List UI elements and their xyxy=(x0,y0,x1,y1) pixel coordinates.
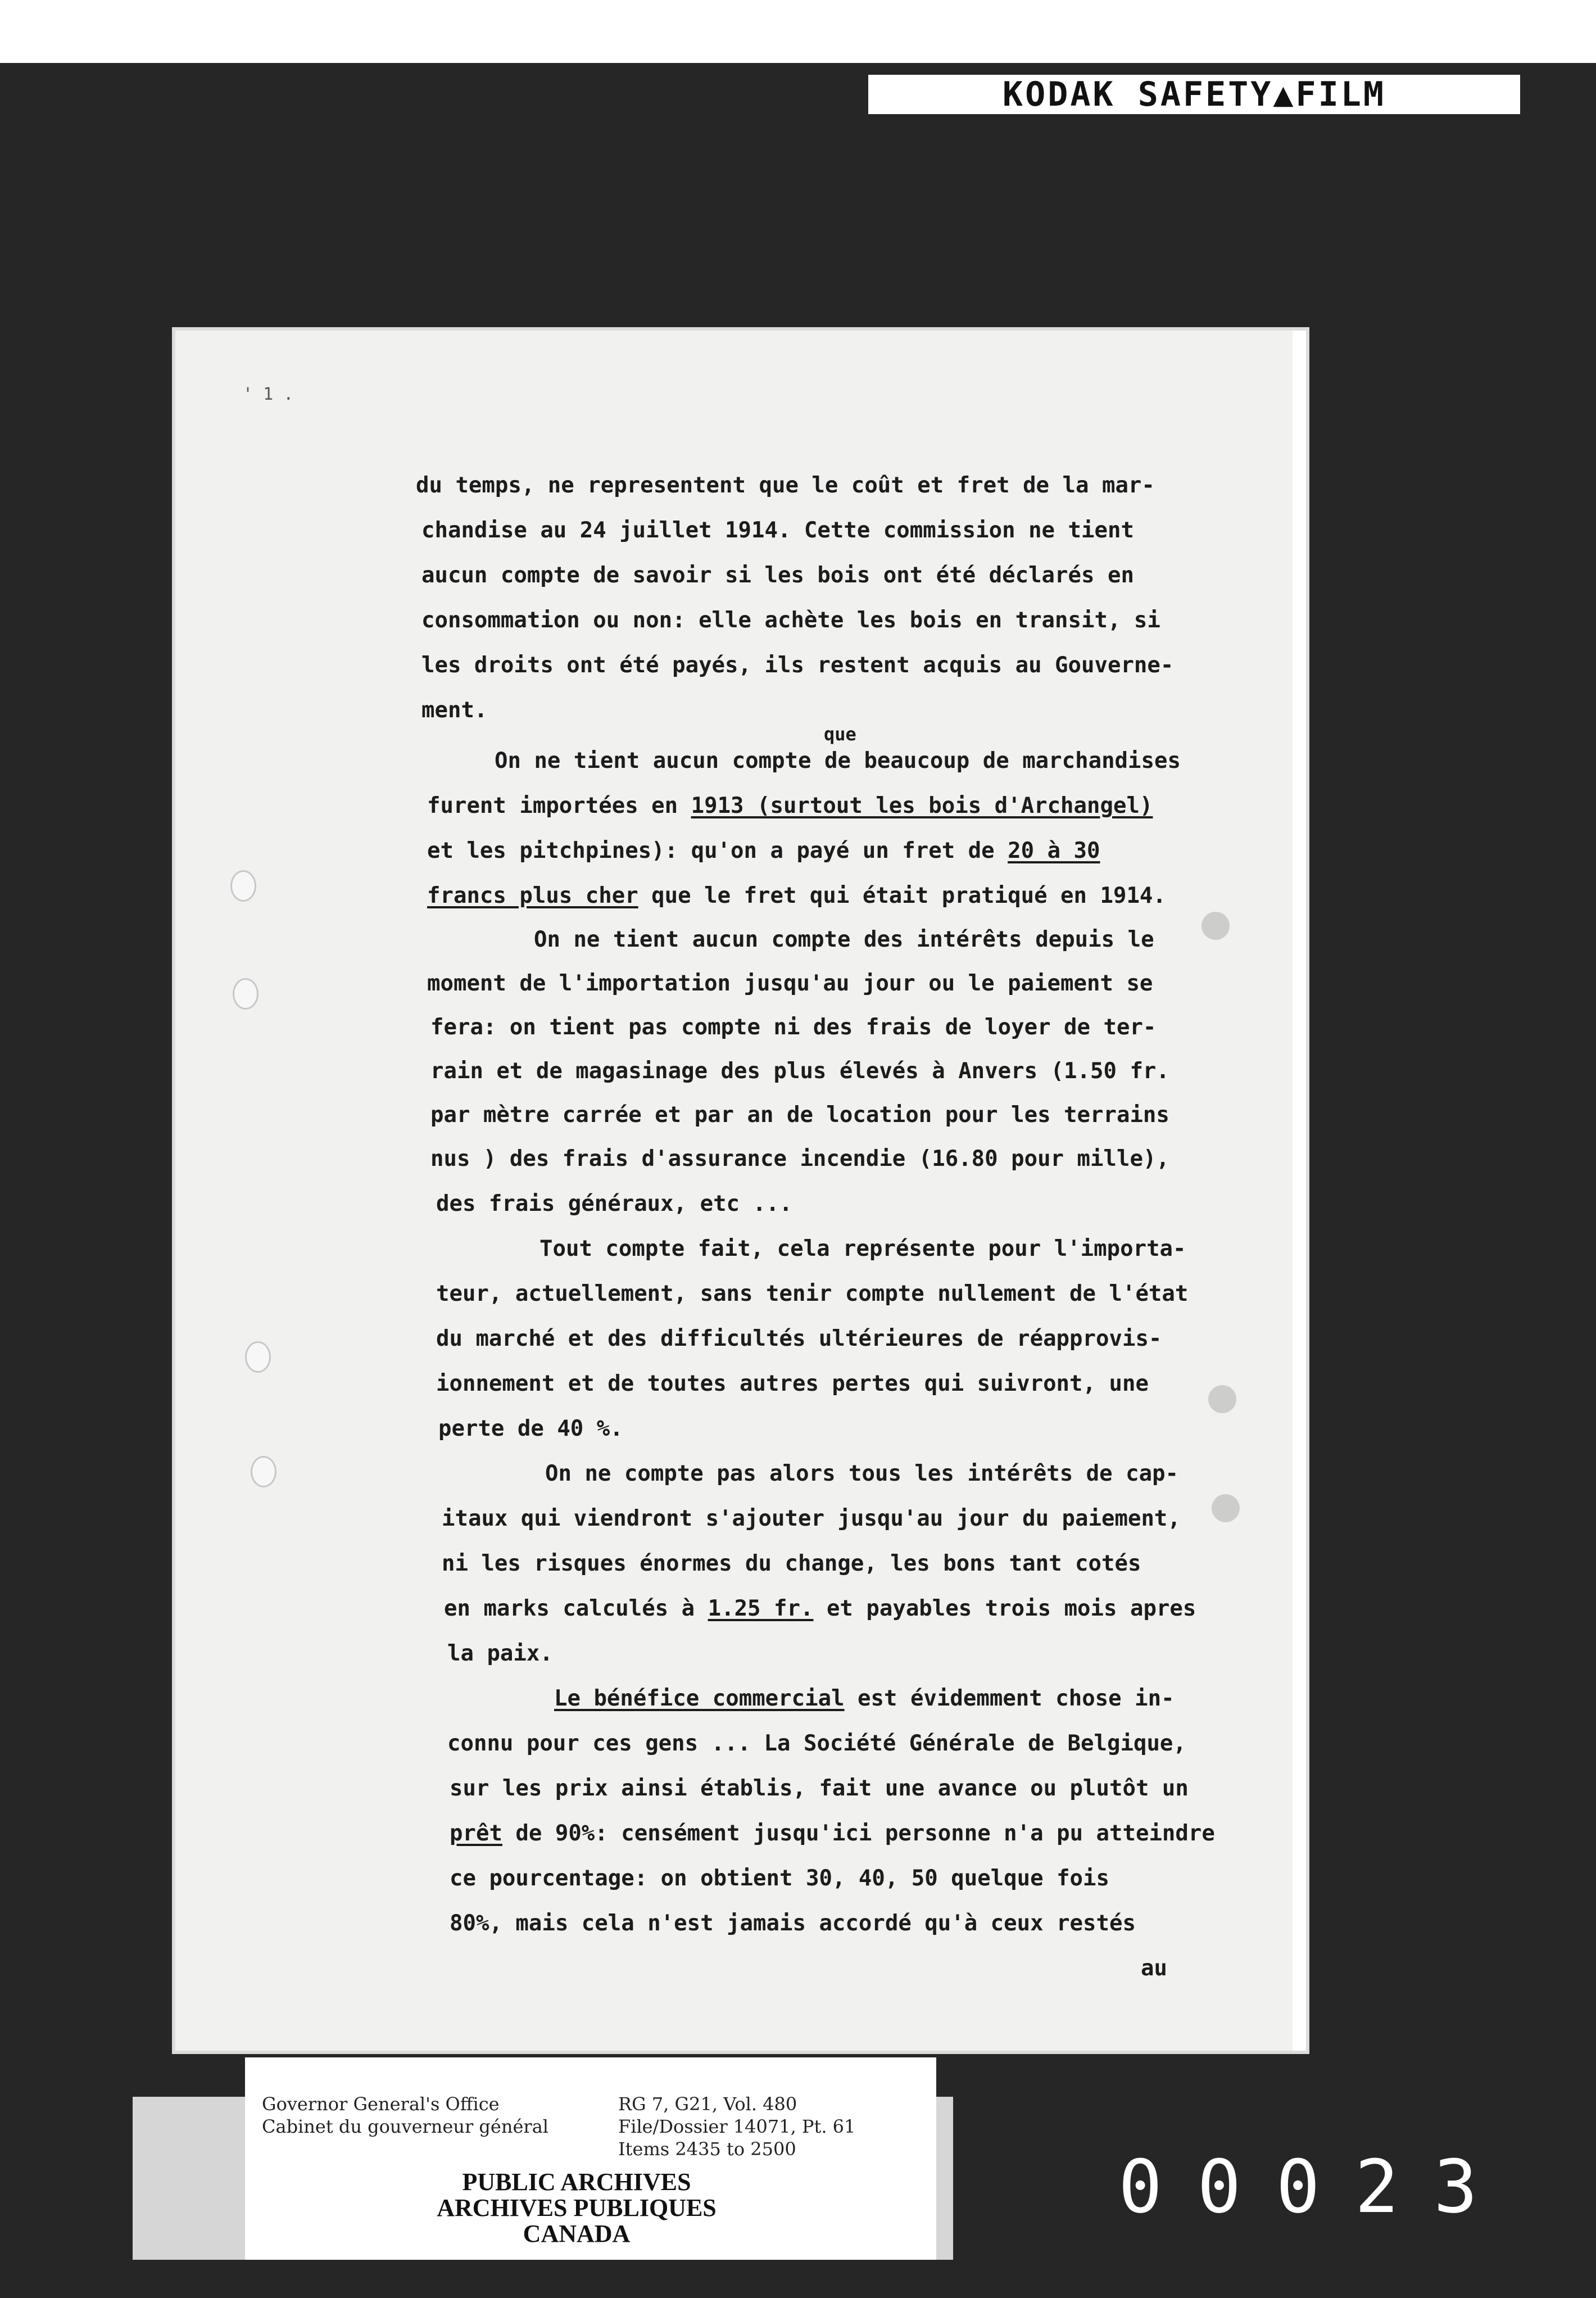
text-line xyxy=(427,970,1153,997)
underlined-text: 1913 (surtout les bois d'Archangel) xyxy=(691,793,1153,818)
text-run: On ne tient aucun compte de beaucoup de marchandises xyxy=(495,748,1181,773)
text-run: est évidemment chose in- xyxy=(858,1686,1175,1711)
text-run: sur les prix ainsi établis, fait une avance ou plutôt un xyxy=(450,1776,1189,1801)
text-run: perte de 40 %. xyxy=(438,1416,623,1441)
text-line xyxy=(447,1730,1186,1757)
text-line xyxy=(430,1014,1156,1041)
text-run: aucun compte de savoir si les bois ont été déclarés en xyxy=(421,563,1134,588)
punch-hole xyxy=(251,1456,276,1487)
text-line xyxy=(427,838,1100,865)
reference-line-1: RG 7, G21, Vol. 480 xyxy=(618,2093,797,2115)
text-run: la paix. xyxy=(447,1641,553,1666)
text-line xyxy=(421,652,1173,679)
text-run: que le fret qui était pratiqué en 1914. xyxy=(651,883,1166,908)
text-line xyxy=(539,1236,1186,1263)
text-run: teur, actuellement, sans tenir compte nullement de l'état xyxy=(436,1281,1189,1306)
text-run: les droits ont été payés, ils restent acquis au Gouverne- xyxy=(421,653,1174,678)
text-run: que xyxy=(824,723,856,745)
text-run: en marks calculés à xyxy=(444,1596,695,1621)
text-line xyxy=(436,1281,1188,1308)
text-line xyxy=(416,472,1155,499)
text-line xyxy=(495,748,1181,775)
text-run: nus ) des frais d'assurance incendie (16.80 pour mille), xyxy=(430,1146,1169,1171)
text-line xyxy=(421,562,1134,589)
text-line xyxy=(430,1058,1169,1085)
text-run: chandise au 24 juillet 1914. Cette commission ne tient xyxy=(421,518,1134,543)
text-run: moment de l'importation jusqu'au jour ou le paiement se xyxy=(427,971,1153,996)
text-run: au xyxy=(1141,1956,1167,1981)
text-line xyxy=(430,1102,1169,1129)
office-english: Governor General's Office xyxy=(262,2093,500,2115)
text-line xyxy=(554,1685,1175,1712)
text-line xyxy=(436,1326,1162,1352)
text-line xyxy=(421,517,1134,544)
text-line xyxy=(447,1640,553,1667)
text-run: On ne compte pas alors tous les intérêts de cap- xyxy=(545,1461,1179,1486)
text-run: du marché et des difficultés ultérieures de réapprovis- xyxy=(436,1326,1162,1351)
text-run: consommation ou non: elle achète les bois en transit, si xyxy=(421,608,1160,633)
text-line xyxy=(545,1460,1178,1487)
punch-hole xyxy=(233,978,259,1010)
text-line xyxy=(436,1191,792,1218)
text-line xyxy=(450,1820,1215,1847)
text-run: itaux qui viendront s'ajouter jusqu'au jour du paiement, xyxy=(442,1506,1181,1531)
text-run: ni les risques énormes du change, les bons tant cotés xyxy=(442,1551,1141,1576)
text-line xyxy=(421,697,487,724)
frame-number: 00023 xyxy=(1118,2144,1513,2229)
text-run: ionnement et de toutes autres pertes qui suivront, une xyxy=(436,1371,1149,1396)
text-run: par mètre carrée et par an de location pour les terrains xyxy=(430,1102,1169,1128)
text-line xyxy=(427,793,1153,820)
text-line xyxy=(427,883,1166,910)
text-run: des frais généraux, etc ... xyxy=(436,1191,792,1216)
archives-french: ARCHIVES PUBLIQUES xyxy=(437,2194,717,2222)
underlined-text: prêt xyxy=(450,1821,502,1846)
text-line xyxy=(442,1550,1141,1577)
text-run: du temps, ne representent que le coût et fret de la mar- xyxy=(416,473,1155,498)
text-line xyxy=(534,926,1154,953)
film-brand-strip: KODAK SAFETY▲FILM xyxy=(868,75,1520,114)
text-line xyxy=(450,1910,1136,1937)
text-line xyxy=(450,1865,1109,1892)
underlined-text: francs plus cher xyxy=(427,883,638,908)
text-run: de 90%: censément jusqu'ici personne n'a pu atteindre xyxy=(515,1821,1215,1846)
text-line xyxy=(824,721,856,748)
underlined-text: Le bénéfice commercial xyxy=(554,1686,845,1711)
text-line xyxy=(1141,1955,1167,1982)
reference-line-3: Items 2435 to 2500 xyxy=(618,2138,796,2160)
text-line xyxy=(442,1505,1181,1532)
archives-country: CANADA xyxy=(523,2220,631,2247)
text-run: ment. xyxy=(421,698,488,723)
text-line xyxy=(436,1370,1149,1397)
smudge xyxy=(1201,912,1230,940)
archives-english: PUBLIC ARCHIVES xyxy=(462,2168,691,2196)
text-run: Tout compte fait, cela représente pour l'importa- xyxy=(539,1236,1186,1261)
reference-line-2: File/Dossier 14071, Pt. 61 xyxy=(618,2116,856,2137)
smudge xyxy=(1212,1494,1240,1522)
text-run: ce pourcentage: on obtient 30, 40, 50 quelque fois xyxy=(450,1866,1109,1891)
text-line xyxy=(450,1775,1189,1802)
text-run: rain et de magasinage des plus élevés à Anvers (1.50 fr. xyxy=(430,1058,1169,1084)
archive-label xyxy=(133,2057,953,2260)
text-line xyxy=(430,1146,1169,1173)
punch-hole xyxy=(245,1341,271,1373)
text-run: 80%, mais cela n'est jamais accordé qu'à ceux restés xyxy=(450,1911,1136,1936)
smudge xyxy=(1208,1385,1236,1413)
text-line xyxy=(444,1595,1196,1622)
film-top-margin xyxy=(0,0,1596,63)
page-mark: ' 1 . xyxy=(243,384,294,404)
text-run: et les pitchpines): qu'on a payé un fret de xyxy=(427,838,995,863)
text-run: fera: on tient pas compte ni des frais de loyer de ter- xyxy=(430,1015,1157,1040)
text-run: connu pour ces gens ... La Société Générale de Belgique, xyxy=(447,1731,1186,1756)
underlined-text: 1.25 fr. xyxy=(708,1596,814,1621)
text-run: et payables trois mois apres xyxy=(826,1596,1196,1621)
text-run: furent importées en xyxy=(427,793,678,818)
punch-hole xyxy=(230,870,256,902)
office-french: Cabinet du gouverneur général xyxy=(262,2116,548,2137)
text-run: On ne tient aucun compte des intérêts depuis le xyxy=(534,927,1154,952)
text-line xyxy=(438,1415,623,1442)
underlined-text: 20 à 30 xyxy=(1008,838,1100,863)
text-line xyxy=(421,607,1160,634)
